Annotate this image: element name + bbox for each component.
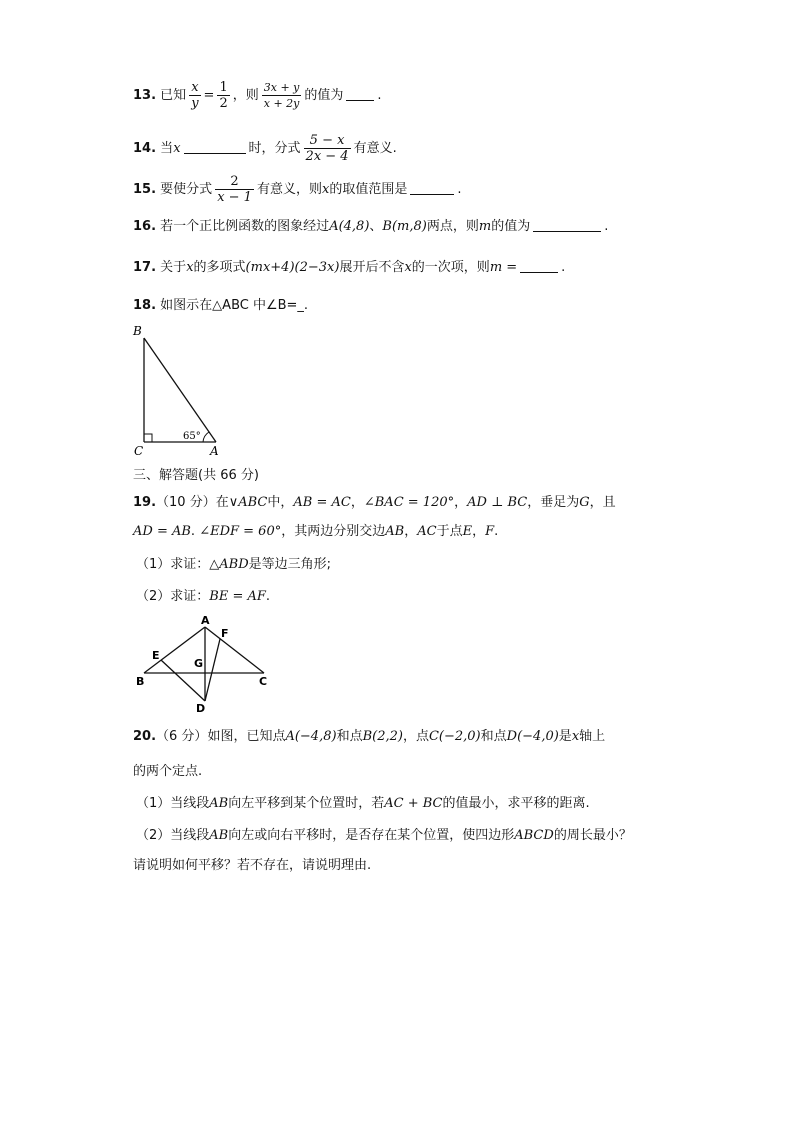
question-19-line-1: 19.（10 分）在∨ABC中，AB = AC，∠BAC = 120°，AD ⊥ BC，垂足为G，且 [133, 495, 616, 510]
side-ba [144, 338, 216, 442]
q13-number: 13. [133, 88, 157, 103]
vertex-label-b: B [133, 324, 142, 338]
q14-number: 14. [133, 141, 157, 156]
answer-blank[interactable] [533, 217, 601, 232]
q19-part-2: （2）求证：BE = AF. [136, 589, 271, 604]
answer-blank[interactable] [520, 258, 558, 273]
point-label-e: E [152, 649, 160, 662]
question-19-line-2: AD = AB. ∠EDF = 60°，其两边分别交边AB，AC于点E，F. [133, 524, 499, 539]
point-label-a: A [201, 614, 210, 627]
question-15: 15. 要使分式 $\frac{2}{x - 1}$ 有意义，则x的取值范围是 . [133, 174, 462, 205]
question-14: 14. 当x 时，分式 $\frac{5 - x}{2x - 4}$ 有意义. [133, 133, 397, 164]
q18-text: 如图示在△ABC 中∠B=_. [160, 298, 309, 313]
angle-label: 65° [183, 431, 201, 442]
q19-figure [134, 615, 274, 715]
question-20-line-1: 20.（6 分）如图，已知点A(−4,8)和点B(2,2)，点C(−2,0)和点D(−4,0)是x轴上 [133, 729, 606, 744]
point-label-g: G [194, 657, 204, 670]
q20-score: （6 分） [156, 729, 208, 744]
angle-arc [203, 432, 209, 442]
q19-number: 19. [133, 495, 157, 510]
q20-part-1: （1）当线段AB向左平移到某个位置时，若AC + BC的值最小，求平移的距离. [136, 796, 590, 811]
q20-number: 20. [133, 729, 157, 744]
question-16: 16. 若一个正比例函数的图象经过A(4,8)、B(m,8)两点，则m的值为 . [133, 219, 609, 234]
q13-fraction-x-over-y: $\frac{x}{y}$ [191, 80, 199, 111]
section-heading: 三、解答题(共 66 分) [133, 468, 259, 483]
point-label-f: F [221, 627, 229, 640]
point-label-d: D [196, 702, 206, 715]
q15-number: 15. [133, 182, 157, 197]
answer-blank[interactable] [346, 86, 374, 101]
answer-blank[interactable] [410, 180, 454, 195]
q13-fraction-expression: $\frac{3x + y}{x + 2y}$ [263, 81, 300, 110]
q19-part-1: （1）求证：△ABD是等边三角形; [136, 557, 332, 572]
point-label-b: B [136, 675, 145, 688]
q14-fraction: $\frac{5 - x}{2x - 4}$ [305, 133, 349, 164]
q13-fraction-one-half: $\frac{1}{2}$ [219, 80, 228, 111]
q17-number: 17. [133, 260, 157, 275]
answer-blank[interactable] [184, 139, 246, 154]
point-label-c: C [259, 675, 268, 688]
vertex-label-c: C [134, 444, 144, 458]
line-df [205, 639, 220, 701]
q16-number: 16. [133, 219, 157, 234]
q20-part-2-continued: 请说明如何平移？若不存在，请说明理由. [133, 858, 372, 873]
q13-text-1: 已知 [160, 88, 187, 103]
q18-number: 18. [133, 298, 157, 313]
right-angle-mark [144, 434, 152, 442]
q20-part-2: （2）当线段AB向左或向右平移时，是否存在某个位置，使四边形ABCD的周长最小？ [136, 828, 632, 843]
q18-triangle-figure [130, 322, 230, 458]
question-17: 17. 关于x的多项式(mx+4)(2−3x)展开后不含x的一次项，则m = . [133, 260, 566, 275]
q15-fraction: $\frac{2}{x - 1}$ [217, 174, 252, 205]
vertex-label-a: A [210, 444, 219, 458]
question-18 [133, 296, 308, 316]
question-13: 13. 已知 $\frac{x}{y}$ = $\frac{1}{2}$ ，则 $\frac{3x + y}{x + 2y}$ 的值为 . [133, 80, 382, 111]
q19-score: （10 分） [156, 495, 216, 510]
question-20-line-2: 的两个定点. [133, 764, 203, 779]
